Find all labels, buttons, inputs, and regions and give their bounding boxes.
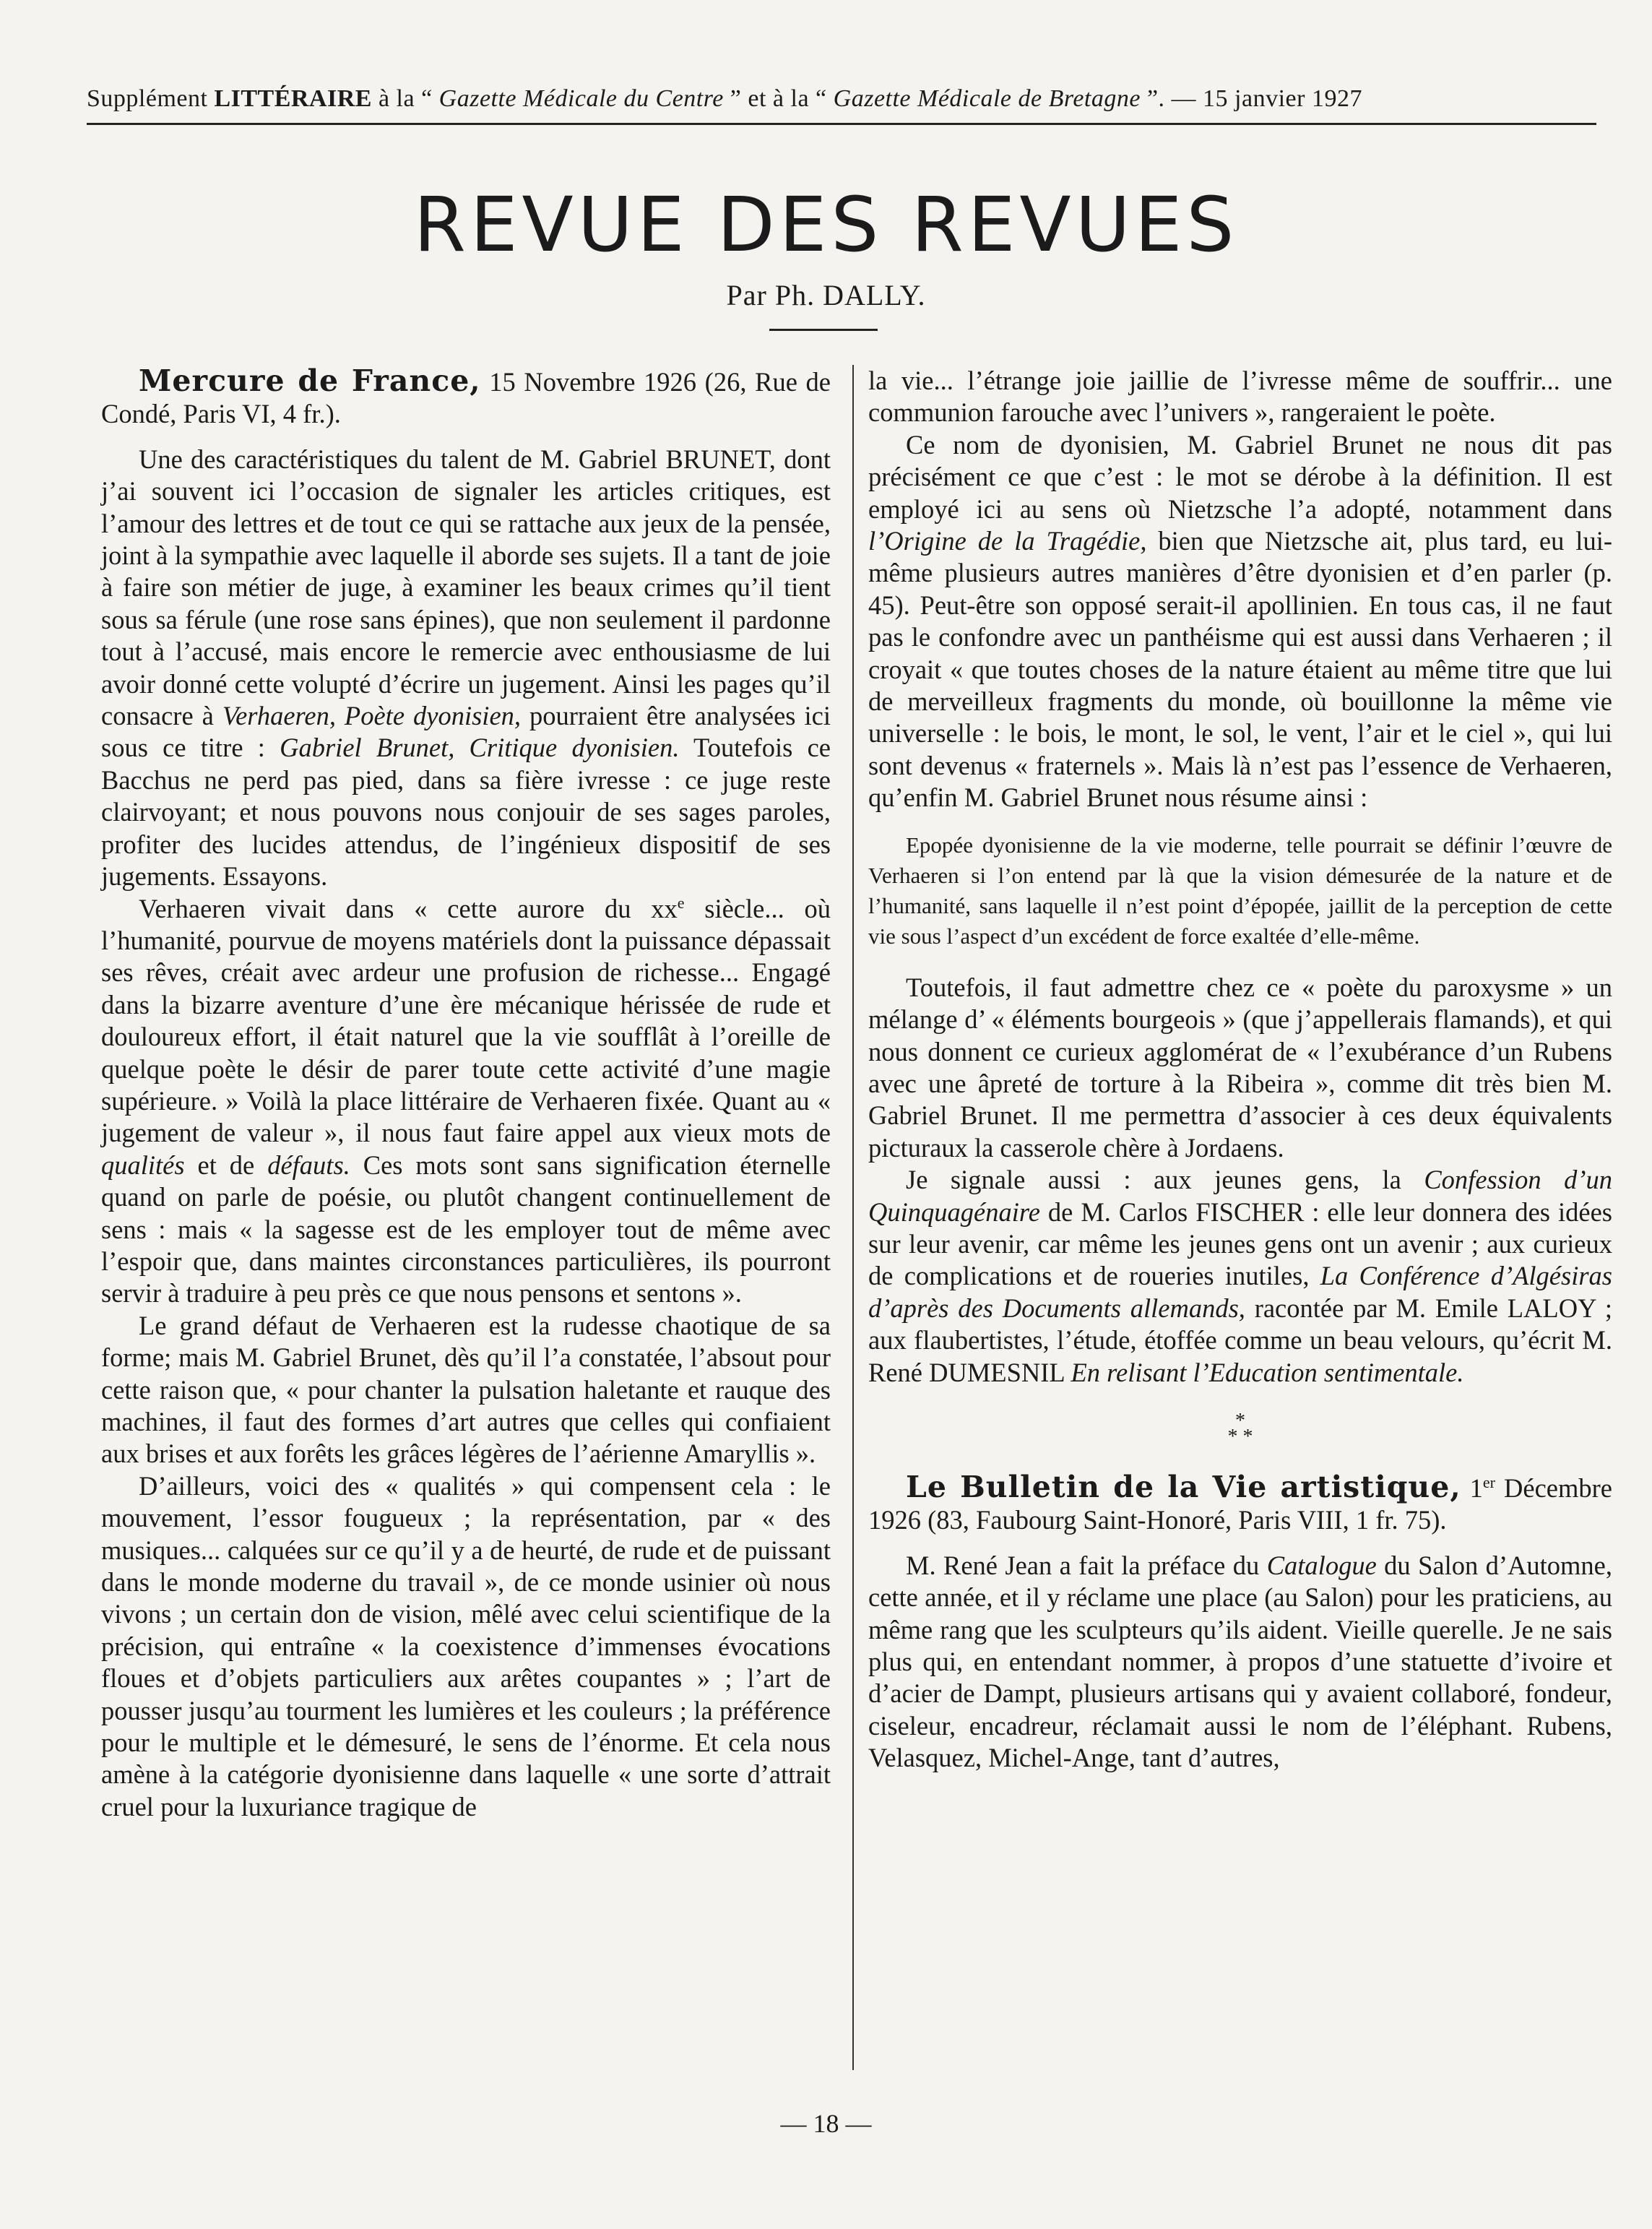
right-column <box>868 365 1612 1775</box>
paragraph: M. René Jean a fait la préface du Catalogue du Salon d’Automne, cette année, et il y réclame une place (au Salon) pour les praticiens, au même rang que les sculpteurs qu’ils aident. Vieille querelle. Je ne sais plus qui, en entendant nommer, à propos d’une statuette d’ivoire et d’acier de Dampt, plusieurs artisans qui y avaient collaboré, fondeur, ciseleur, encadreur, réclamait aussi le nom de l’éléphant. Rubens, Velasquez, Michel-Ange, tant d’autres, <box>868 1550 1612 1773</box>
review-heading-mercure <box>101 365 831 431</box>
paragraph: Ce nom de dyonisien, M. Gabriel Brunet ne nous dit pas précisément ce que c’est : le mot se dérobe à la définition. Il est employé ici au sens où Nietzsche l’a adopté, notamment dans l’Origine de la Tragédie, bien que Nietzsche ait, plus tard, eu lui-même plusieurs autres manières d’être dyonisien et d’en parler (p. 45). Peut-être son opposé serait-il apollinien. En tous cas, il ne faut pas le confondre avec un panthéisme qui est aussi dans Verhaeren ; il croyait « que toutes choses de la nature étaient au même titre que lui de merveilleux fragments du monde, où bouillonne la même vie universelle : le bois, le mont, le sol, le vent, l’air et le ciel », qui lui sont devenus « fraternels ». Mais là n’est pas l’essence de Verhaeren, qu’enfin M. Gabriel Brunet nous résume ainsi : <box>868 429 1612 813</box>
header-text: à la “ <box>371 85 439 112</box>
paragraph: Verhaeren vivait dans « cette aurore du $xx^e$ siècle... où l’humanité, pourvue de moyens matériels dont la puissance dépassait ses rêves, créait avec ardeur une profusion de richesse... Engagé dans la bizarre aventure d’une ère mécanique hérissée de rude et douloureux effort, il était naturel que la vie soufflât à l’oreille de quelque poète le désir de parer toute cette activité d’une magie supérieure. » Voilà la place littéraire de Verhaeren fixée. Quant au « jugement de valeur », il nous faut faire appel aux vieux mots de qualités et de défauts. Ces mots sont sans signification éternelle quand on parle de poésie, ou plutôt changent continuellement de sens : mais « la sagesse est de les employer tout de même avec l’espoir que, dans maintes circonstances particulières, ils pourront servir à traduire à peu près ce que nous pensons et sentons ». <box>101 893 831 1308</box>
header-date: ”. — 15 janvier 1927 <box>1140 85 1362 112</box>
paragraph: D’ailleurs, voici des « qualités » qui compensent cela : le mouvement, l’essor fougueux ; la représentation, par « des musiques... calquées sur ce qu’il y a de heurté, de rude et de puissant dans le monde moderne du travail », de ce monde usinier où nous vivons ; un certain don de vision, mêlé avec celui scientifique de la précision, qui entraîne « la coexistence d’immenses évocations floues et d’objets particuliers aux arêtes coupantes » ; l’art de pousser jusqu’au tourment les lumières et les couleurs ; la préférence pour le multiple et le démesuré, le sens de l’énorme. Et cela nous amène à la catégorie dyonisienne dans laquelle « une sorte d’attrait cruel pour la luxuriance tragique de <box>101 1470 831 1821</box>
page-header <box>87 85 1596 125</box>
header-gazette-centre: Gazette Médicale du Centre <box>438 85 724 112</box>
review-info: 15 Novembre 1926 (26, Rue de Condé, Paris VI, 4 fr.). <box>101 367 831 429</box>
review-info: Décembre 1926 (83, Faubourg Saint-Honoré, Paris VIII, 1 fr. 75). <box>868 1473 1612 1535</box>
paragraph: Je signale aussi : aux jeunes gens, la Confession d’un Quinquagénaire de M. Carlos FISCHER : elle leur donnera des idées sur leur avenir, car même les jeunes gens ont un avenir ; aux curieux de complications et de roueries inutiles, La Conférence d’Algésiras d’après des Documents allemands, racontée par M. Emile LALOY ; aux flaubertistes, l’étude, étoffée comme un beau velours, qu’écrit M. René DUMESNIL En relisant l’Education sentimentale. <box>868 1165 1612 1387</box>
paragraph: Le grand défaut de Verhaeren est la rudesse chaotique de sa forme; mais M. Gabriel Brunet, dès qu’il l’a constatée, l’absout pour cette raison que, « pour chanter la pulsation haletante et rauque des machines, il faut des formes d’art autres que celles qui confiaient aux brises et aux forêts les grâces légères de l’aérienne Amaryllis ». <box>101 1310 831 1469</box>
byline-rule <box>769 329 878 331</box>
left-column <box>101 365 831 1823</box>
header-gazette-bretagne: Gazette Médicale de Bretagne <box>833 85 1141 112</box>
column-divider <box>852 365 854 2070</box>
review-name: Mercure de France, <box>139 363 481 398</box>
paragraph: la vie... l’étrange joie jaillie de l’ivresse même de souffrir... une communion farouche avec l’univers », rangeraient le poète. <box>868 366 1612 428</box>
header-text: ” et à la “ <box>723 85 834 112</box>
byline: Par Ph. DALLY. <box>726 279 926 311</box>
paragraph: Toutefois, il faut admettre chez ce « poète du paroxysme » un mélange d’ « éléments bourgeois » (que j’appellerais flamands), et qui nous donnent ce curieux agglomérat de « l’exubérance d’un Rubens avec une âpreté de torture à la Ribeira », comme dit très bien M. Gabriel Brunet. Il me permettra d’associer à ces deux équivalents picturaux la casserole chère à Jordaens. <box>868 972 1612 1163</box>
header-litteraire: LITTÉRAIRE <box>214 85 372 112</box>
block-quote: Epopée dyonisienne de la vie moderne, telle pourrait se définir l’œuvre de Verhaeren si l’on entend par là que la vision démesurée de la nature et de l’humanité, sans laquelle il n’est point d’épopée, jaillit de la perception de cette vie sous l’aspect d’un excédent de force exaltée d’elle-même. <box>868 832 1612 949</box>
header-text: Supplément <box>87 85 215 112</box>
section-separator-stars: * * * <box>1227 1409 1253 1448</box>
review-heading-bulletin: Le Bulletin de la Vie artistique, 1er Décembre 1926 (83, Faubourg Saint-Honoré, Paris VIII, 1 fr. 75). <box>868 1469 1612 1535</box>
review-name: Le Bulletin de la Vie artistique, <box>906 1469 1461 1504</box>
page-title: REVUE DES REVUES <box>413 181 1239 269</box>
paragraph: Une des caractéristiques du talent de M. Gabriel BRUNET, dont j’ai souvent ici l’occasion de signaler les articles critiques, est l’amour des lettres et de tout ce qui se rattache aux jeux de la pensée, joint à la sympathie avec laquelle il aborde ses sujets. Il a tant de joie à faire son métier de juge, à examiner les beaux crimes qu’il tient sous sa férule (une rose sans épines), que non seulement il pardonne tout à l’accusé, mais encore le remercie avec enthousiasme de lui avoir donné cette volupté d’écrire un jugement. Ainsi les pages qu’il consacre à Verhaeren, Poète dyonisien, pourraient être analysées ici sous ce titre : Gabriel Brunet, Critique dyonisien. Toutefois ce Bacchus ne perd pas pied, dans sa fière ivresse : ce juge reste clairvoyant; et nous pouvons nous conjouir de ses sages paroles, profiter des lucides attendus, de l’ingénieux dispositif de ses jugements. Essayons. <box>101 444 831 892</box>
page-number: — 18 — <box>780 2109 872 2138</box>
